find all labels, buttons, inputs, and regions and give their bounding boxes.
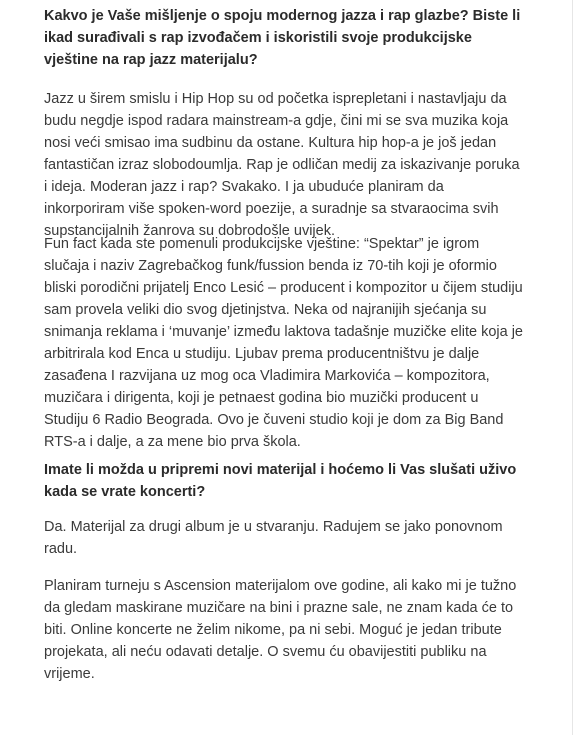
interview-question: Imate li možda u pripremi novi materijal i hoćemo li Vas slušati uživo kada se vrate koncerti? (44, 462, 517, 500)
interview-answer: Fun fact kada ste pomenuli produkcijske vještine: “Spektar” je igrom slučaja i naziv Zagrebačkog funk/fussion benda iz 70-tih koji je oformio bliski porodični prijatelj Enco Lesić – producent i kompozitor u čijem studiju sam provela veliki dio svog djetinjstva. Neka od najranijih sjećanja su snimanja reklama i ‘muvanje’ između laktova tadašnje muzičke elite koja je arbitrirala kod Enca u studiju. Ljubav prema producentništvu je dalje zasađena I razvijana uz mog oca Vladimira Markovića – kompozitora, muzičara i dirigenta, koji je petnaest godina bio muzički producent u Studiju 6 Radio Beograda. Ovo je čuveni studio koji je dom za Big Band RTS-a i dalje, a za mene bio prva škola. (44, 236, 523, 450)
interview-answer: Da. Materijal za drugi album je u stvaranju. Radujem se jako ponovnom radu. (44, 519, 503, 557)
interview-answer: Planiram turneju s Ascension materijalom ove godine, ali kako mi je tužno da gledam maskirane muzičare na bini i prazne sale, ne znam kada će to biti. Online koncerte ne želim nikome, pa ni sebi. Moguć je jedan tribute projekata, ali neću odavati detalje. O svemu ću obavijestiti publiku na vrijeme. (44, 578, 517, 682)
interview-answer: Jazz u širem smislu i Hip Hop su od početka isprepletani i nastavljaju da budu negdje ispod radara mainstream-a gdje, čini mi se sva muzika koja nosi veći smisao ima sudbinu da ostane. Kultura hip hop-a je još jedan fantastičan izraz slobodoumlja. Rap je odličan medij za iskazivanje poruka i ideja. Moderan jazz i rap? Svakako. I ja ubuduće planiram da inkorporiram više spoken-word poezije, a suradnje sa stvaraocima svih supstancijalnih žanrova su dobrodošle uvijek. (44, 91, 520, 239)
interview-question: Kakvo je Vaše mišljenje o spoju modernog jazza i rap glazbe? Biste li ikad surađivali s rap izvođačem i iskoristili svoje produkcijske vještine na rap jazz materijalu? (44, 8, 521, 68)
page-edge-divider (572, 0, 573, 735)
